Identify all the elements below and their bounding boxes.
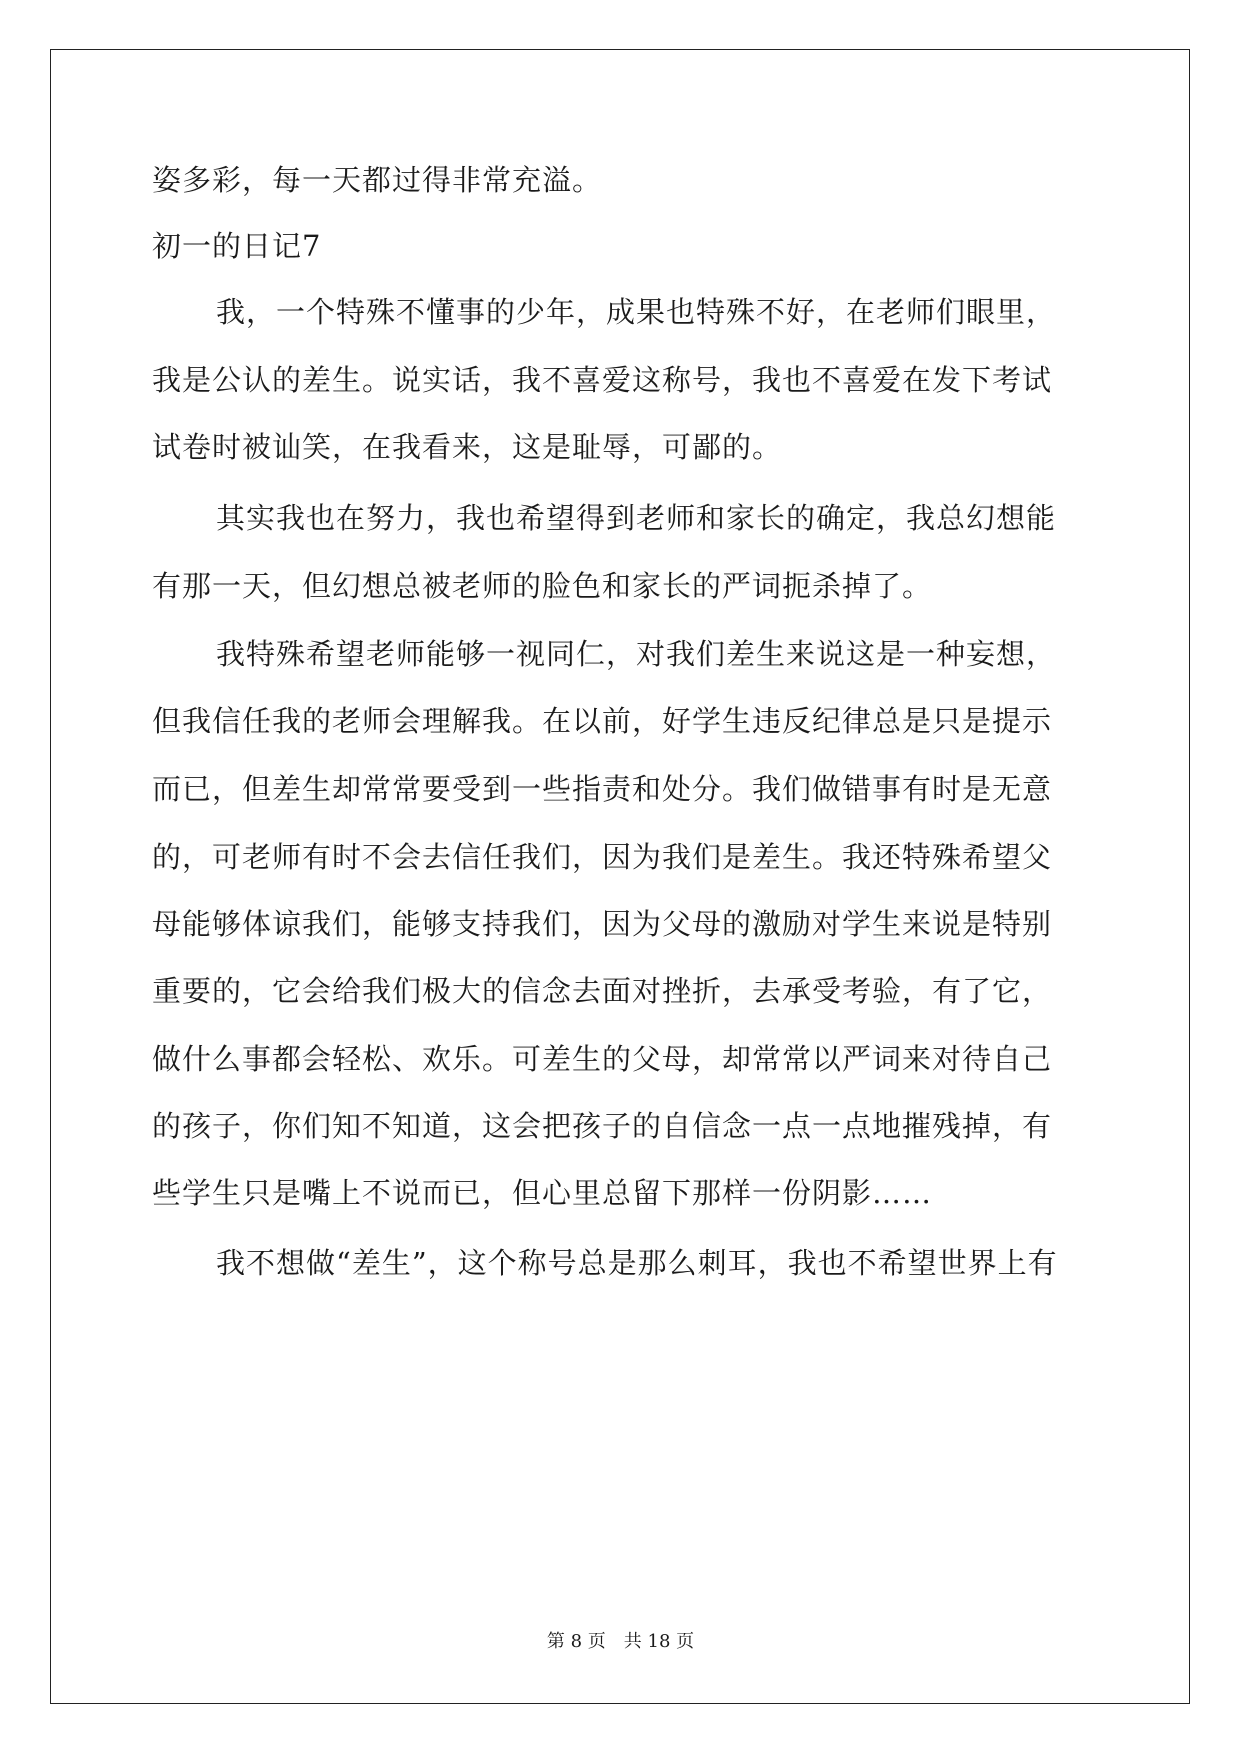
text-line: 些学生只是嘴上不说而已，但心里总留下那样一份阴影…… bbox=[152, 1176, 933, 1210]
text-line: 母能够体谅我们，能够支持我们，因为父母的激励对学生来说是特别 bbox=[152, 907, 1053, 941]
text-line: 做什么事都会轻松、欢乐。可差生的父母，却常常以严词来对待自己 bbox=[152, 1042, 1053, 1076]
text-line: 试卷时被讪笑，在我看来，这是耻辱，可鄙的。 bbox=[152, 430, 783, 464]
text-line: 的孩子，你们知不知道，这会把孩子的自信念一点一点地摧残掉，有 bbox=[152, 1109, 1053, 1143]
text-line: 重要的，它会给我们极大的信念去面对挫折，去承受考验，有了它， bbox=[152, 974, 1053, 1008]
section-heading: 初一的日记7 bbox=[152, 229, 322, 263]
text-line: 有那一天，但幻想总被老师的脸色和家长的严词扼杀掉了。 bbox=[152, 569, 933, 603]
text-line: 姿多彩，每一天都过得非常充溢。 bbox=[152, 163, 603, 197]
page-number: 第 8 页 共 18 页 bbox=[546, 1631, 695, 1652]
text-line: 我是公认的差生。说实话，我不喜爱这称号，我也不喜爱在发下考试 bbox=[152, 363, 1053, 397]
text-line: 我不想做“差生”，这个称号总是那么刺耳，我也不希望世界上有 bbox=[216, 1246, 1058, 1280]
text-line: 的，可老师有时不会去信任我们，因为我们是差生。我还特殊希望父 bbox=[152, 840, 1053, 874]
text-line: 但我信任我的老师会理解我。在以前，好学生违反纪律总是只是提示 bbox=[152, 704, 1053, 738]
text-line: 我，一个特殊不懂事的少年，成果也特殊不好，在老师们眼里， bbox=[216, 295, 1057, 329]
text-line: 其实我也在努力，我也希望得到老师和家长的确定，我总幻想能 bbox=[216, 501, 1057, 535]
text-line: 而已，但差生却常常要受到一些指责和处分。我们做错事有时是无意 bbox=[152, 772, 1053, 806]
text-line: 我特殊希望老师能够一视同仁，对我们差生来说这是一种妄想， bbox=[216, 637, 1057, 671]
